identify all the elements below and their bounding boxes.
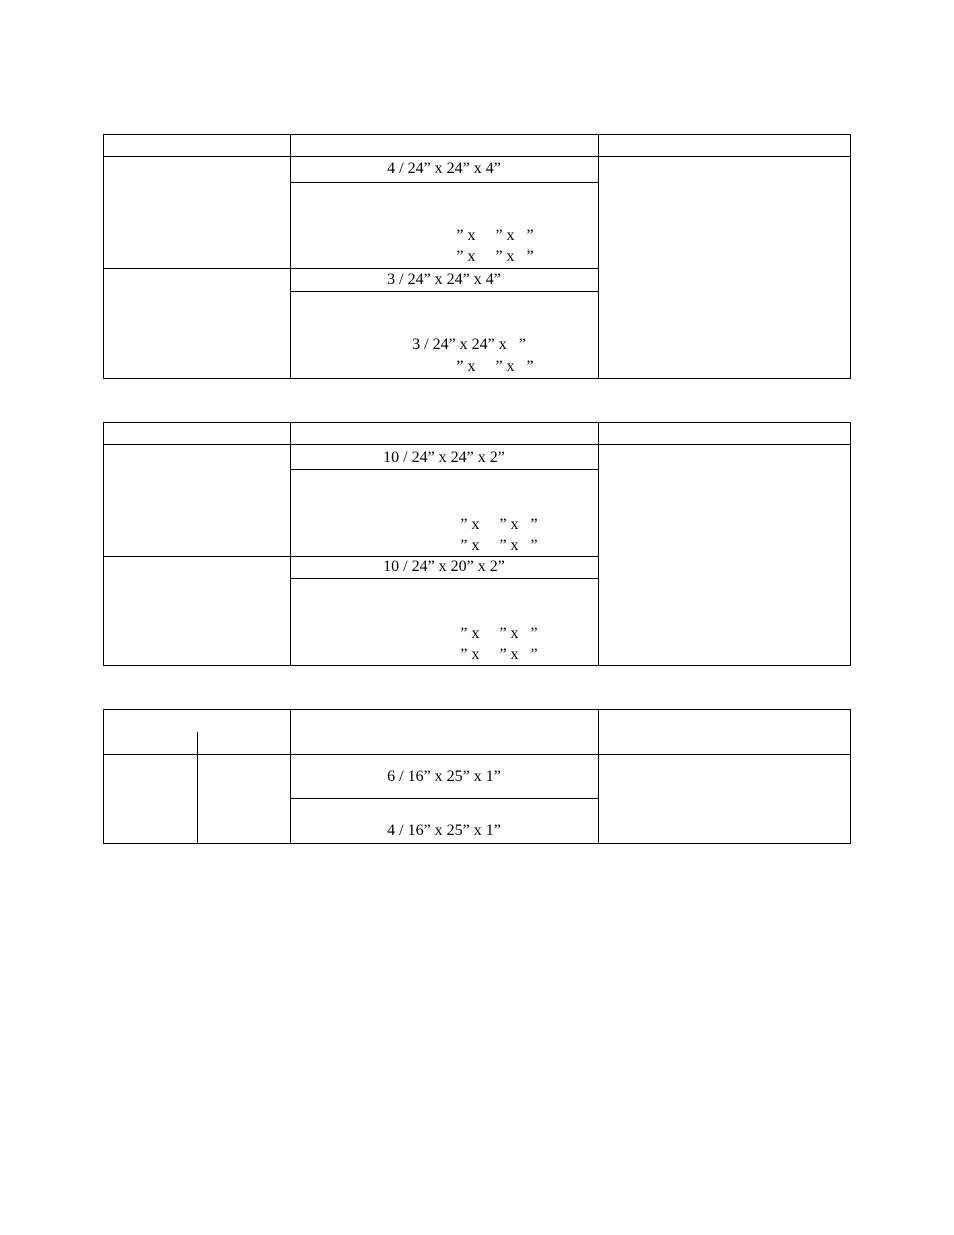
table-2-group-1-line-2: ” x ” x ” bbox=[460, 537, 538, 554]
table-1-group-divider bbox=[104, 268, 599, 269]
table-1-group-2-line-2: ” x ” x ” bbox=[456, 358, 534, 375]
table-2-group-2-line-2: ” x ” x ” bbox=[460, 646, 538, 663]
table-1-subrow-divider-1 bbox=[290, 182, 599, 183]
table-2-header-divider bbox=[104, 444, 850, 445]
table-2-subrow-divider-2 bbox=[290, 578, 599, 579]
table-3-row-divider bbox=[290, 798, 599, 799]
table-2-group-1-line-1: ” x ” x ” bbox=[460, 516, 538, 533]
table-1 bbox=[103, 134, 851, 379]
table-2-group-2-line-1: ” x ” x ” bbox=[460, 625, 538, 642]
table-1-group-2-line-1: 3 / 24” x 24” x ” bbox=[412, 336, 526, 353]
table-1-group-1-line-2: ” x ” x ” bbox=[456, 248, 534, 265]
table-2-group-1-title: 10 / 24” x 24” x 2” bbox=[383, 449, 505, 466]
table-1-subrow-divider-2 bbox=[290, 291, 599, 292]
table-3-header-divider bbox=[104, 754, 850, 755]
table-1-group-1-title: 4 / 24” x 24” x 4” bbox=[387, 160, 501, 177]
table-2-group-divider bbox=[104, 556, 599, 557]
table-2-col-divider-2 bbox=[598, 423, 599, 665]
table-3-subcol-divider bbox=[197, 732, 198, 843]
table-3 bbox=[103, 709, 851, 844]
table-1-col-divider-2 bbox=[598, 135, 599, 378]
table-3-row-1-value: 6 / 16” x 25” x 1” bbox=[387, 768, 501, 785]
table-3-row-2-value: 4 / 16” x 25” x 1” bbox=[387, 822, 501, 839]
table-1-header-divider bbox=[104, 156, 850, 157]
table-2 bbox=[103, 422, 851, 666]
table-3-col-divider-2 bbox=[598, 710, 599, 843]
table-2-subrow-divider-1 bbox=[290, 469, 599, 470]
table-1-group-2-title: 3 / 24” x 24” x 4” bbox=[387, 271, 501, 288]
table-2-group-2-title: 10 / 24” x 20” x 2” bbox=[383, 558, 505, 575]
table-1-group-1-line-1: ” x ” x ” bbox=[456, 227, 534, 244]
